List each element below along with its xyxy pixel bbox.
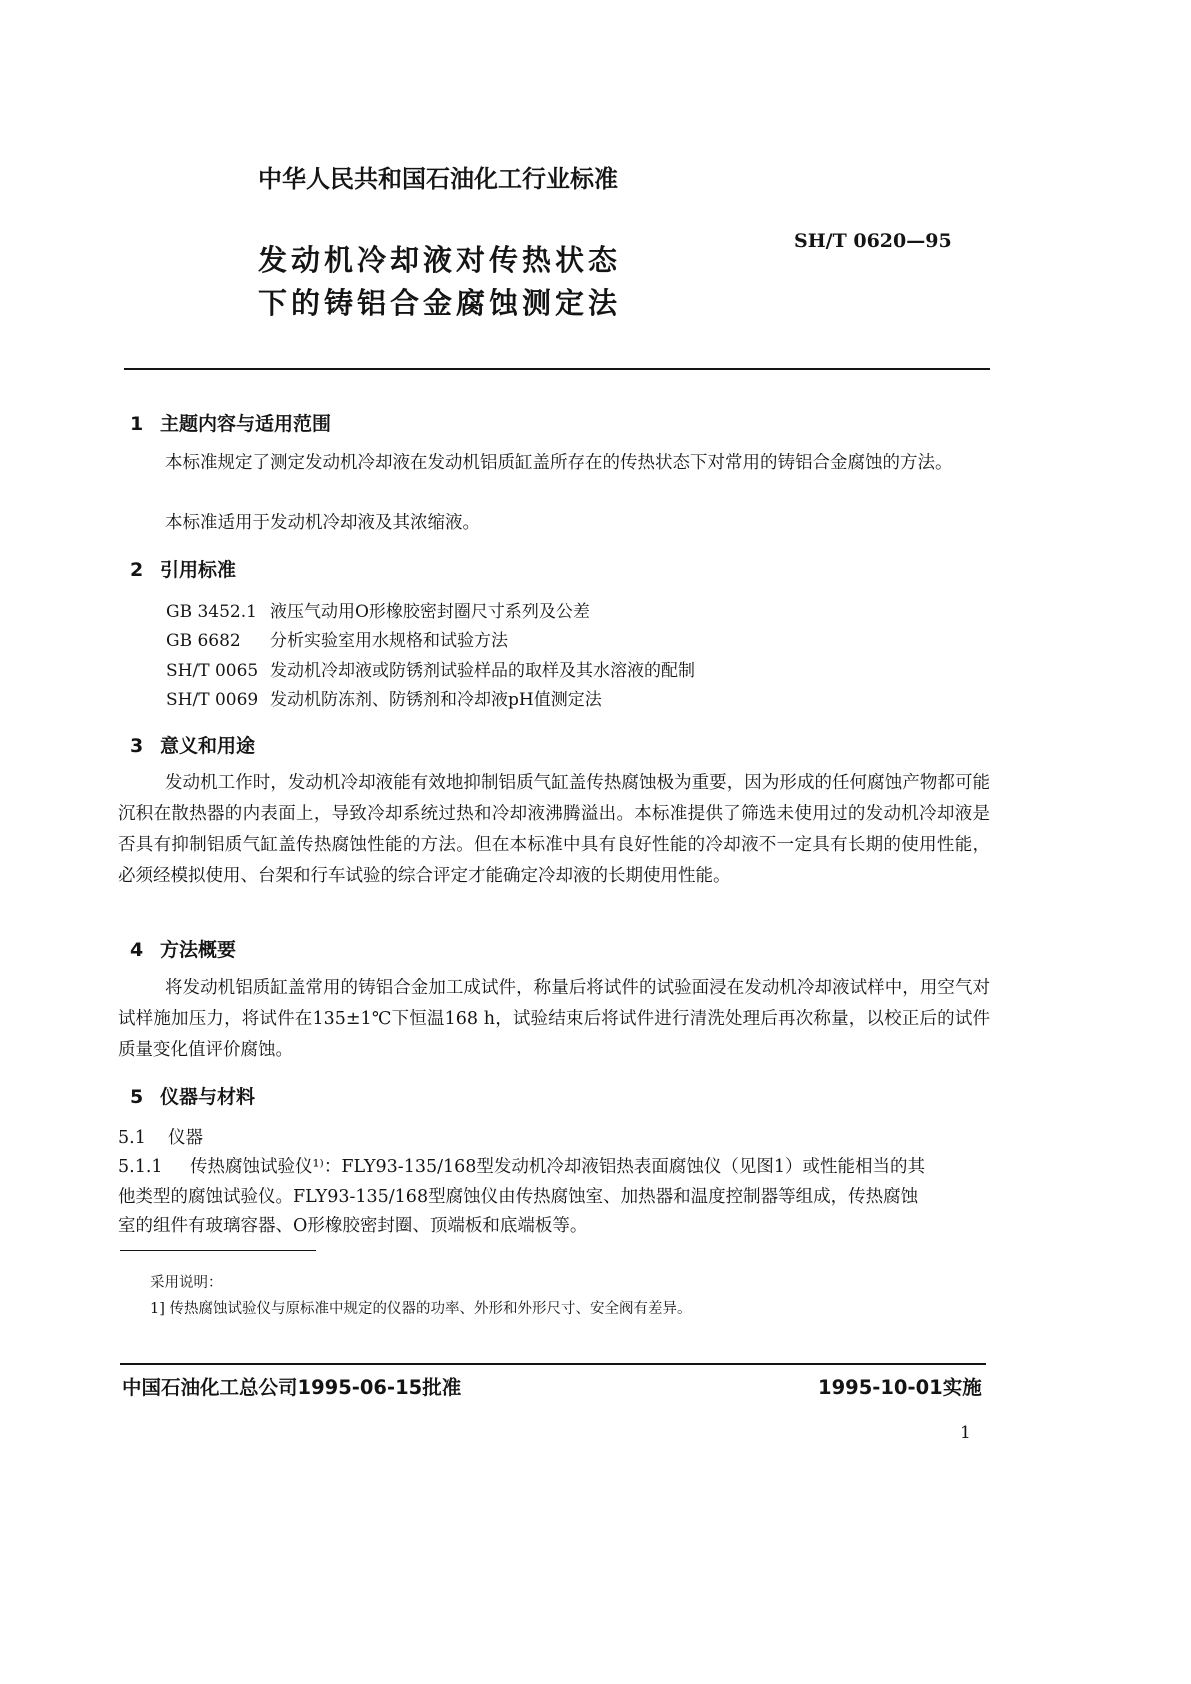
section-2-heading xyxy=(130,555,236,582)
section-number: 2 xyxy=(130,559,144,581)
subsection-5-1 xyxy=(118,1124,203,1149)
section-number: 5 xyxy=(130,1086,144,1108)
footnote-text: 1] 传热腐蚀试验仪与原标准中规定的仪器的功率、外形和外形尺寸、安全阀有差异。 xyxy=(150,1301,692,1317)
effective-date: 1995-10-01实施 xyxy=(818,1376,982,1399)
section-number: 4 xyxy=(130,939,144,961)
subsection-number: 5.1 xyxy=(118,1128,146,1148)
reference-title: 发动机防冻剂、防锈剂和冷却液pH值测定法 xyxy=(270,690,602,710)
footer-divider xyxy=(120,1363,986,1365)
footnote-divider xyxy=(120,1250,316,1251)
section-number: 1 xyxy=(130,413,144,435)
footnote-label: 采用说明： xyxy=(150,1275,223,1291)
section-title: 意义和用途 xyxy=(160,735,256,757)
subsection-5-1-1-line-3: 室的组件有玻璃容器、O形橡胶密封圈、顶端板和底端板等。 xyxy=(118,1216,588,1236)
section-1-paragraph-1: 本标准规定了测定发动机冷却液在发动机铝质缸盖所存在的传热状态下对常用的铸铝合金腐蚀的方法。 xyxy=(165,453,953,473)
approval-date: 中国石油化工总公司1995-06-15批准 xyxy=(122,1376,462,1399)
subsection-5-1-1 xyxy=(118,1153,925,1178)
section-3-paragraph: 发动机工作时，发动机冷却液能有效地抑制铝质气缸盖传热腐蚀极为重要，因为形成的任何腐蚀产物都可能沉积在散热器的内表面上，导致冷却系统过热和冷却液沸腾溢出。本标准提供了筛选未使用过的发动机冷却液是否具有抑制铝质气缸盖传热腐蚀性能的方法。但在本标准中具有良好性能的冷却液不一定具有长期的使用性能，必须经模拟使用、台架和行车试验的综合评定才能确定冷却液的长期使用性能。 xyxy=(118,773,990,886)
section-title: 主题内容与适用范围 xyxy=(160,413,332,435)
section-3-heading xyxy=(130,731,255,758)
reference-code: GB 6682 xyxy=(166,631,241,651)
reference-item xyxy=(166,656,695,681)
section-number: 3 xyxy=(130,735,144,757)
subsection-title: 仪器 xyxy=(168,1128,203,1148)
reference-title: 发动机冷却液或防锈剂试验样品的取样及其水溶液的配制 xyxy=(270,661,695,681)
reference-title: 分析实验室用水规格和试验方法 xyxy=(270,631,508,651)
standard-code: SH/T 0620—95 xyxy=(794,230,952,252)
reference-code: SH/T 0069 xyxy=(166,690,259,710)
section-4-heading xyxy=(130,935,236,962)
header-divider xyxy=(124,368,990,370)
subsection-text-line-1: 传热腐蚀试验仪¹⁾：FLY93-135/168型发动机冷却液铝热表面腐蚀仪（见图1）或性能相当的其 xyxy=(190,1157,926,1177)
subsection-number: 5.1.1 xyxy=(118,1157,163,1177)
reference-item xyxy=(166,626,508,651)
section-title: 仪器与材料 xyxy=(160,1086,256,1108)
section-5-heading xyxy=(130,1082,255,1109)
reference-code: SH/T 0065 xyxy=(166,661,259,681)
section-1-paragraph-2: 本标准适用于发动机冷却液及其浓缩液。 xyxy=(165,513,480,533)
subsection-5-1-1-line-2: 他类型的腐蚀试验仪。FLY93-135/168型腐蚀仪由传热腐蚀室、加热器和温度控制器等组成，传热腐蚀 xyxy=(118,1187,919,1207)
page-number: 1 xyxy=(960,1423,971,1443)
document-title-line-1: 发动机冷却液对传热状态 xyxy=(258,243,622,277)
reference-code: GB 3452.1 xyxy=(166,602,257,622)
section-4-paragraph: 将发动机铝质缸盖常用的铸铝合金加工成试件，称量后将试件的试验面浸在发动机冷却液试样中，用空气对试样施加压力，将试件在135±1℃下恒温168 h，试验结束后将试件进行清洗处理后再次称量，以校正后的试件质量变化值评价腐蚀。 xyxy=(118,978,990,1060)
section-1-heading xyxy=(130,409,331,436)
section-title: 方法概要 xyxy=(160,939,237,961)
document-title-line-2: 下的铸铝合金腐蚀测定法 xyxy=(258,286,622,320)
section-title: 引用标准 xyxy=(160,559,237,581)
reference-title: 液压气动用O形橡胶密封圈尺寸系列及公差 xyxy=(270,602,590,622)
reference-item xyxy=(166,597,590,622)
industry-title: 中华人民共和国石油化工行业标准 xyxy=(258,165,618,193)
reference-item xyxy=(166,685,602,710)
